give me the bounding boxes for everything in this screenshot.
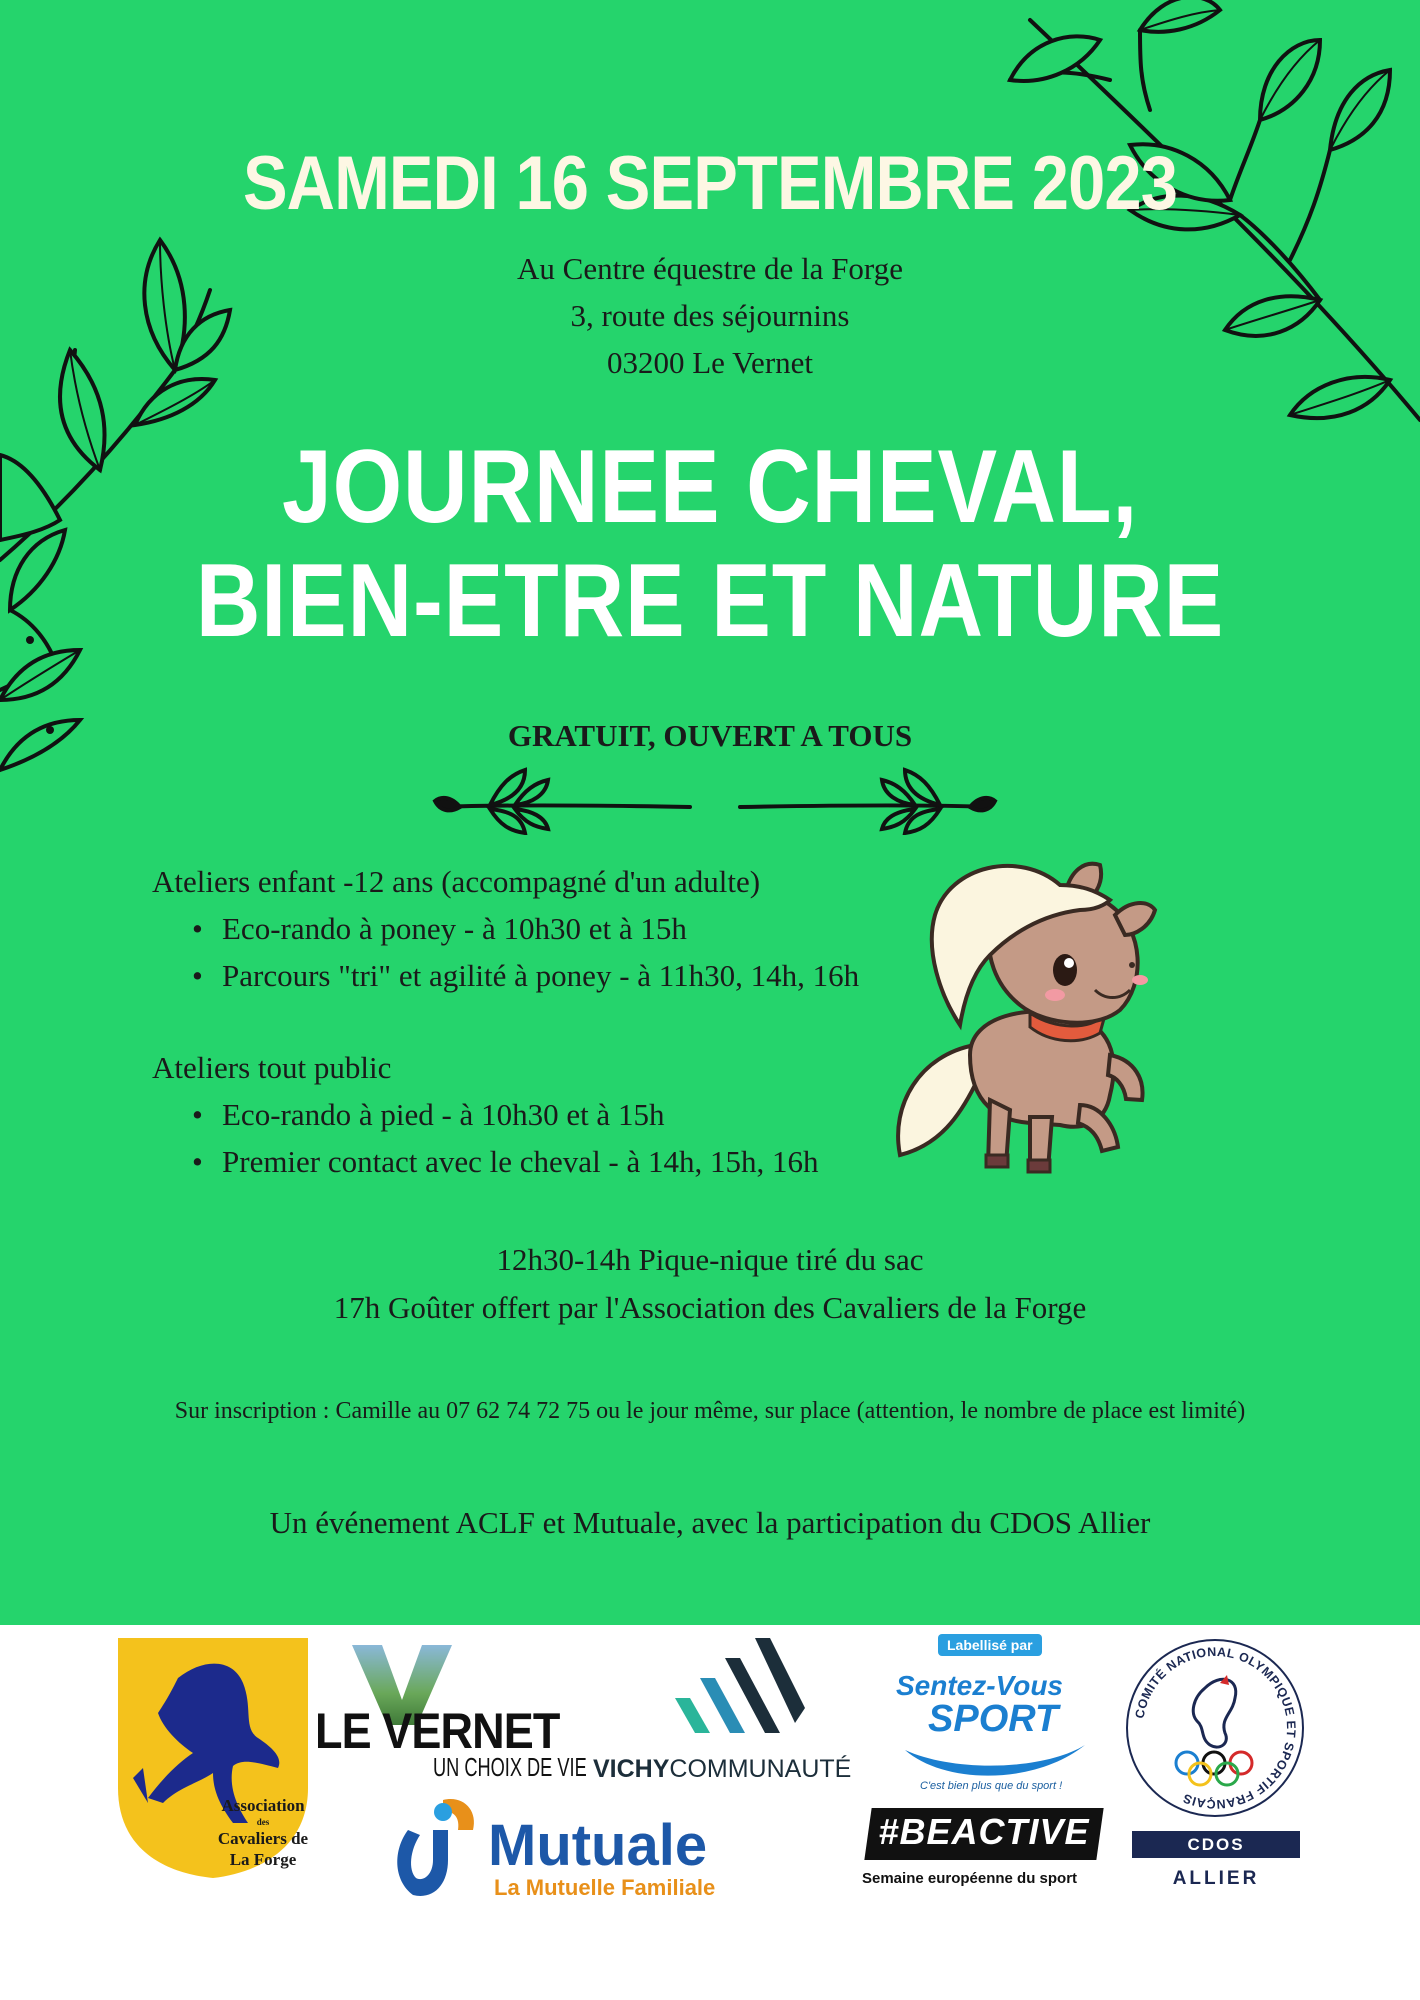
event-date: SAMEDI 16 SEPTEMBRE 2023 — [242, 141, 1178, 226]
aclf-line-4: La Forge — [229, 1850, 297, 1869]
divider-right-icon — [730, 765, 1000, 835]
venue-line-1: Au Centre équestre de la Forge — [517, 251, 903, 286]
beactive-subtitle: Semaine européenne du sport — [862, 1870, 1078, 1887]
levernet-slogan: UN CHOIX DE VIE — [433, 1752, 587, 1782]
title-line-2: BIEN-ETRE ET NATURE — [195, 543, 1225, 659]
pony-illustration-icon — [880, 855, 1210, 1185]
vichy-name-bold: VICHY — [593, 1755, 670, 1783]
divider-left-icon — [430, 765, 700, 835]
cdos-department: ALLIER — [1172, 1868, 1260, 1889]
beactive-name: #BEACTIVE — [878, 1811, 1090, 1852]
meals-info — [0, 1236, 1420, 1332]
svs-line-2: SPORT — [928, 1698, 1059, 1740]
lunch-info: 12h30-14h Pique-nique tiré du sac — [496, 1242, 924, 1277]
event-tagline: GRATUIT, OUVERT A TOUS — [507, 718, 913, 753]
list-item: • Premier contact avec le cheval - à 14h, 15h, 16h — [192, 1138, 1052, 1185]
cdos-name: CDOS — [1132, 1831, 1300, 1858]
signup-info: Sur inscription : Camille au 07 62 74 72 75 ou le jour même, sur place (attention, le nombre de place est limité) — [174, 1398, 1246, 1424]
svs-tagline: C'est bien plus que du sport ! — [920, 1780, 1063, 1792]
mutuale-subtitle: La Mutuelle Familiale — [494, 1875, 716, 1900]
event-title — [99, 430, 1320, 658]
aclf-line-2: des — [256, 1817, 270, 1827]
public-workshops-heading: Ateliers tout public — [152, 1050, 392, 1085]
aclf-logo-text — [193, 1795, 333, 1870]
list-item: • Eco-rando à poney - à 10h30 et à 15h — [192, 905, 1052, 952]
title-line-1: JOURNEE CHEVAL, — [281, 429, 1139, 545]
mutuale-mark-icon — [388, 1790, 483, 1900]
svs-swoosh-icon — [905, 1745, 1085, 1785]
venue-line-2: 3, route des séjournins — [570, 298, 850, 333]
vichy-mark-icon — [665, 1638, 805, 1738]
mutuale-name: Mutuale — [488, 1813, 708, 1878]
vichy-name-light: COMMUNAUTÉ — [669, 1755, 852, 1783]
aclf-line-1: Association — [221, 1796, 305, 1815]
svs-line-1: Sentez-Vous — [896, 1670, 1063, 1701]
list-item: • Eco-rando à pied - à 10h30 et à 15h — [192, 1091, 1052, 1138]
svs-badge: Labellisé par — [938, 1634, 1042, 1656]
venue-address — [0, 245, 1420, 386]
kids-workshops-heading: Ateliers enfant -12 ans (accompagné d'un adulte) — [152, 864, 761, 899]
venue-line-3: 03200 Le Vernet — [606, 345, 814, 380]
list-item: • Parcours "tri" et agilité à poney - à 11h30, 14h, 16h — [192, 952, 1052, 999]
organisers-info: Un événement ACLF et Mutuale, avec la participation du CDOS Allier — [269, 1505, 1151, 1540]
vichy-name — [593, 1755, 851, 1784]
levernet-name: LE VERNET — [315, 1703, 560, 1759]
snack-info: 17h Goûter offert par l'Association des Cavaliers de la Forge — [333, 1290, 1087, 1325]
aclf-line-3: Cavaliers de — [217, 1829, 309, 1848]
cnosf-logo-icon — [1125, 1633, 1305, 1823]
cnosf-ring-text: COMITÉ NATIONAL OLYMPIQUE ET SPORTIF FRANÇAIS — [1132, 1644, 1299, 1812]
